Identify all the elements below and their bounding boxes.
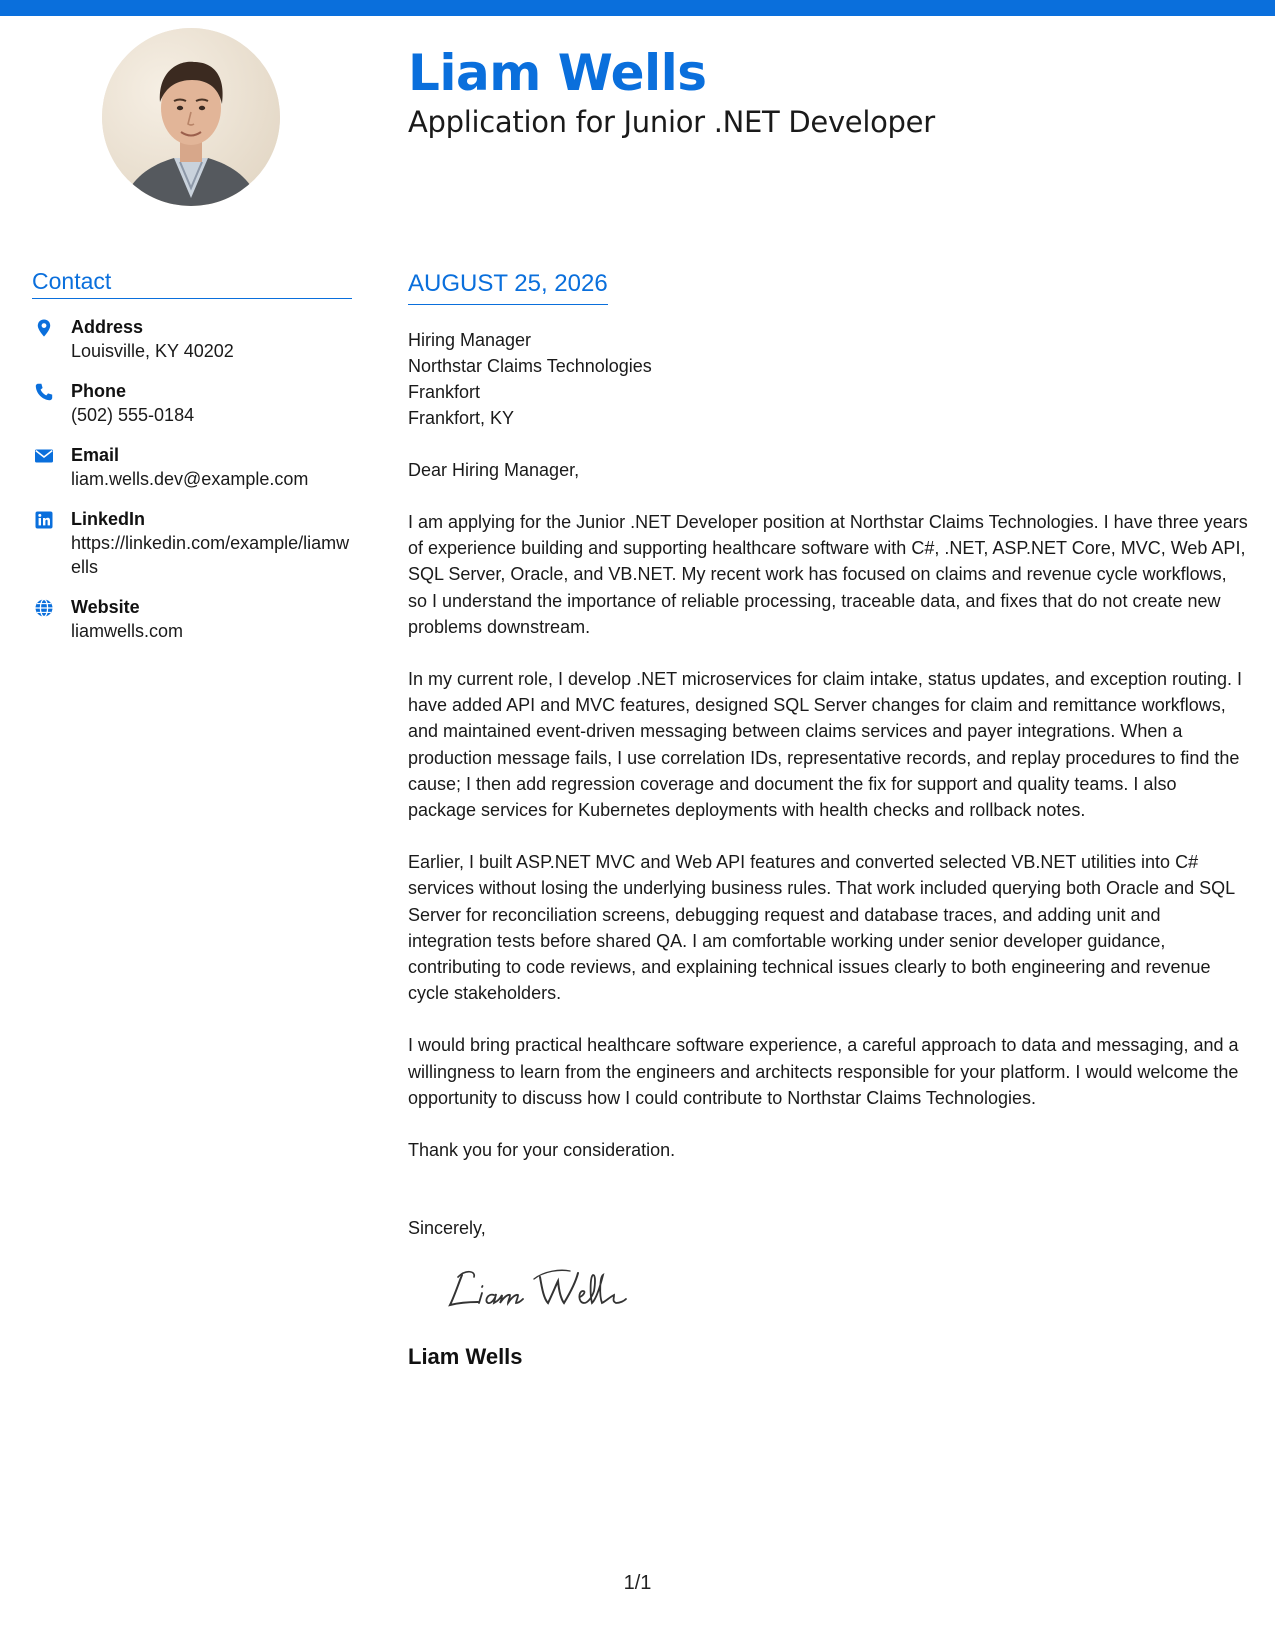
letter-paragraph: In my current role, I develop .NET microservices for claim intake, status updates, and exception routing. I have added API and MVC features, designed SQL Server changes for claim and remittance workflows, and maintained event-driven messaging between claims services and payer integrations. When a production message fails, I use correlation IDs, representative records, and replay procedures to find the cause; I then add regression coverage and document the fix for support and quality teams. I also package services for Kubernetes deployments with health checks and rollback notes. (408, 669, 1243, 821)
closing: Sincerely, (408, 1218, 486, 1239)
thanks-line: Thank you for your consideration. (408, 1140, 676, 1161)
recipient-block (408, 327, 1248, 431)
page-number: 1/1 (623, 1572, 652, 1594)
website-link[interactable]: liamwells.com (71, 621, 184, 641)
salutation: Dear Hiring Manager, (408, 460, 580, 480)
application-subtitle: Application for Junior .NET Developer (408, 105, 935, 139)
signer-name: Liam Wells (408, 1344, 523, 1370)
email-icon (34, 446, 54, 466)
recipient-line: Frankfort, KY (408, 408, 515, 428)
contact-value: Louisville, KY 40202 (71, 341, 234, 361)
top-accent-bar (0, 0, 1275, 16)
letter-paragraph: Earlier, I built ASP.NET MVC and Web API features and converted selected VB.NET utilities into C# services without losing the underlying business rules. That work included querying both Oracle and SQL Server for reconciliation screens, debugging request and database traces, and adding unit and integration tests before shared QA. I am comfortable working under senior developer guidance, contributing to code reviews, and explaining technical issues clearly to both engineering and revenue cycle stakeholders. (408, 852, 1235, 1004)
contact-phone (32, 379, 352, 427)
recipient-line: Frankfort (408, 382, 481, 402)
phone-icon (34, 382, 54, 402)
contact-label: Address (71, 317, 144, 337)
contact-label: Email (71, 445, 120, 465)
contact-website (32, 595, 352, 643)
contact-sidebar (32, 266, 352, 659)
recipient-line: Hiring Manager (408, 330, 532, 350)
contact-email (32, 443, 352, 491)
contact-label: LinkedIn (71, 509, 146, 529)
handwritten-signature (444, 1255, 644, 1325)
contact-heading: Contact (32, 266, 352, 299)
location-pin-icon (34, 318, 54, 338)
letter-paragraph: I would bring practical healthcare software experience, a careful approach to data and messaging, and a willingness to learn from the engineers and architects responsible for your platform. I would welcome the opportunity to discuss how I could contribute to Northstar Claims Technologies. (408, 1035, 1239, 1108)
profile-photo (102, 28, 280, 206)
contact-label: Phone (71, 381, 127, 401)
linkedin-icon (34, 510, 54, 530)
letter-body (408, 268, 1248, 1372)
contact-linkedin (32, 507, 352, 579)
letter-paragraph: I am applying for the Junior .NET Developer position at Northstar Claims Technologies. I have three years of experience building and supporting healthcare software with C#, .NET, ASP.NET Core, MVC, Web API, SQL Server, Oracle, and VB.NET. My recent work has focused on claims and revenue cycle workflows, so I understand the importance of reliable processing, traceable data, and fixes that do not create new problems downstream. (408, 512, 1248, 637)
globe-icon (34, 598, 54, 618)
letter-date: AUGUST 25, 2026 (408, 268, 608, 305)
contact-value: (502) 555-0184 (71, 405, 195, 425)
contact-address (32, 315, 352, 363)
contact-label: Website (71, 597, 140, 617)
linkedin-link[interactable]: https://linkedin.com/example/liamwells (71, 533, 350, 577)
recipient-line: Northstar Claims Technologies (408, 356, 652, 376)
applicant-name: Liam Wells (408, 44, 707, 102)
email-link[interactable]: liam.wells.dev@example.com (71, 469, 309, 489)
